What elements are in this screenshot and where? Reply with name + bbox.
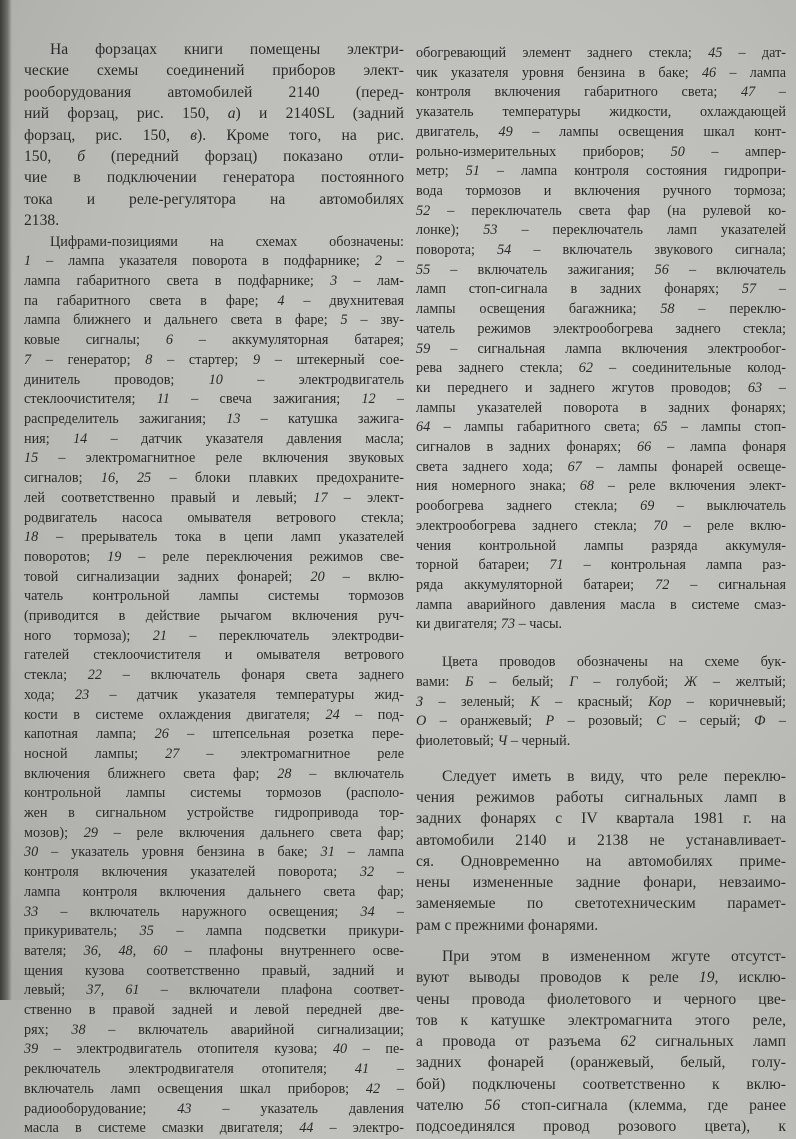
- text-line: бой) подключены соответственно к вклю-: [416, 1075, 786, 1093]
- text-line: лонке); 53 – переключатель ламп указателей: [416, 222, 786, 239]
- note-paragraph-2: [416, 946, 786, 1138]
- text-line: рях; 38 – включатель аварийной сигнализации;: [24, 1021, 404, 1038]
- text-line: включатель ламп освещения шкал приборов; 42 –: [24, 1080, 404, 1097]
- text-line: ческие схемы соединений приборов элект-: [24, 62, 404, 80]
- text-line: реключатель электродвигателя отопителя; 41 –: [24, 1061, 404, 1078]
- text-line: ного тормоза); 21 – переключатель электродви-: [24, 627, 404, 644]
- text-line: ния; 14 – датчик указателя давления масла;: [24, 430, 404, 447]
- text-line: 55 – включатель зажигания; 56 – включатель: [416, 261, 786, 278]
- text-line: 64 – лампы габаритного света; 65 – лампы стоп-: [416, 419, 786, 436]
- text-line: жен в сигнальном устройстве гидропривода тор-: [24, 805, 404, 822]
- text-line: метр; 51 – лампа контроля состояния гидропри-: [416, 163, 786, 180]
- text-line: лампа ближнего и дальнего света в фаре; 5 – зву-: [24, 312, 404, 329]
- text-line: электрообогрева заднего стекла; 70 – реле вклю-: [416, 517, 786, 534]
- text-line: ламп стоп-сигнала в задних фонарях; 57 –: [416, 281, 786, 298]
- text-line: лампа контроля включения дальнего света фар;: [24, 883, 404, 900]
- text-line: задних фонарях с IV квартала 1981 г. на: [416, 810, 786, 828]
- text-line: ния номерного знака; 68 – реле включения элект-: [416, 478, 786, 495]
- text-line: ственно в правой задней и левой передней две-: [24, 1002, 404, 1019]
- text-line: На форзацах книги помещены электри-: [50, 41, 404, 58]
- legend-continued: [416, 44, 786, 635]
- text-line: Цифрами-позициями на схемах обозначены:: [50, 233, 404, 250]
- text-line: чатель режимов электрообогрева заднего стекла;: [416, 320, 786, 337]
- text-line: указатель температуры жидкости, охлаждающей: [416, 104, 786, 121]
- text-line: контроля включения указателей поворота; 32 –: [24, 864, 404, 881]
- text-line: форзац, рис. 150, в). Кроме того, на рис.: [24, 126, 404, 144]
- left-column: [24, 0, 404, 1139]
- text-line: левый; 37, 61 – включатели плафона соответ-: [24, 982, 404, 999]
- text-line: гателей стеклоочистителя и омывателя ветрового: [24, 647, 404, 664]
- text-line: прикуриватель; 35 – лампа подсветки прикури-: [24, 923, 404, 940]
- note-paragraph-1: [416, 766, 786, 936]
- text-line: ряда аккумуляторной батареи; 72 – сигнальная: [416, 576, 786, 593]
- text-line: поворота; 54 – включатель звукового сигнала;: [416, 242, 786, 259]
- text-line: чатель контрольной лампы системы тормозов: [24, 588, 404, 605]
- text-line: ся. Одновременно на автомобилях приме-: [416, 852, 786, 870]
- text-line: рева заднего стекла; 62 – соединительные колод-: [416, 360, 786, 377]
- text-line: фиолетовый; Ч – черный.: [416, 732, 571, 749]
- text-line: света заднего хода; 67 – лампы фонарей освеще-: [416, 458, 786, 475]
- text-line: (приводится в действие рычагом включения руч-: [24, 608, 404, 625]
- text-line: мозов); 29 – реле включения дальнего света фар;: [24, 824, 404, 841]
- text-line: При этом в измененном жгуте отсутст-: [442, 947, 786, 965]
- text-line: ки двигателя; 73 – часы.: [416, 616, 563, 633]
- text-line: ний форзац, рис. 150, а) и 2140SL (задний: [24, 105, 404, 123]
- text-line: тока и реле-регулятора на автомобилях: [24, 190, 404, 208]
- text-line: Цвета проводов обозначены на схеме бук-: [442, 654, 786, 671]
- text-line: рольно-измерительных приборов; 50 – ампер-: [416, 143, 786, 160]
- text-line: ки переднего и заднего жгутов проводов; 63 –: [416, 379, 786, 396]
- text-line: обогревающий элемент заднего стекла; 45 – дат-: [416, 45, 786, 61]
- text-line: чие в подключении генератора постоянного: [24, 169, 404, 187]
- text-line: родвигатель насоса омывателя ветрового стекла;: [24, 509, 404, 526]
- wire-colors-paragraph: [416, 653, 786, 752]
- text-line: вуют выводы проводов к реле 19, исклю-: [416, 969, 786, 987]
- intro-paragraph: [24, 39, 404, 232]
- text-line: стеклоочистителя; 11 – свеча зажигания; 12 –: [24, 391, 404, 408]
- text-line: подсоединялся провод розового цвета), к: [416, 1118, 786, 1136]
- text-line: чены провода фиолетового и черного цве-: [416, 990, 786, 1008]
- text-line: поворотов; 19 – реле переключения режимов све-: [24, 548, 404, 565]
- text-line: носной лампы; 27 – электромагнитное реле: [24, 745, 404, 762]
- text-line: рообогрева заднего стекла; 69 – выключатель: [416, 498, 786, 515]
- text-line: вами: Б – белый; Г – голубой; Ж – желтый;: [416, 673, 786, 690]
- text-line: вода тормозов и включения ручного тормоза;: [416, 182, 786, 199]
- text-line: рооборудования автомобилей 2140 (перед-: [24, 83, 404, 101]
- text-line: З – зеленый; К – красный; Кор – коричневый;: [416, 693, 786, 710]
- text-line: сигналов в задних фонарях; 66 – лампа фонаря: [416, 439, 786, 456]
- text-line: сигналов; 16, 25 – блоки плавких предохраните-: [24, 470, 404, 487]
- text-line: включения ближнего света фар; 28 – включатель: [24, 765, 404, 782]
- text-line: 39 – электродвигатель отопителя кузова; 40 – пе-: [24, 1041, 404, 1058]
- page-binding-shadow: [0, 0, 12, 1000]
- text-line: капотная лампа; 26 – штепсельная розетка пере-: [24, 726, 404, 743]
- text-line: стекла; 22 – включатель фонаря света заднего: [24, 667, 404, 684]
- text-line: задних фонарей (оранжевый, белый, голу-: [416, 1054, 786, 1072]
- text-line: товой сигнализации задних фонарей; 20 – вклю-: [24, 568, 404, 585]
- legend-paragraph: [24, 233, 404, 1139]
- text-line: лампа аварийного давления масла в системе смаз-: [416, 596, 786, 613]
- text-line: лампы освещения багажника; 58 – переклю-: [416, 301, 786, 318]
- text-line: заменяемые по светотехническим парамет-: [416, 895, 786, 913]
- text-line: масла в системе смазки двигателя; 44 – электро-: [24, 1120, 404, 1137]
- text-line: чателю 56 стоп-сигнала (клемма, где ранее: [416, 1097, 786, 1115]
- text-line: тов к катушке электромагнита этого реле,: [416, 1011, 786, 1029]
- text-line: контрольной лампы системы тормозов (располо-: [24, 785, 404, 802]
- text-line: распределитель зажигания; 13 – катушка зажига-: [24, 410, 404, 427]
- text-line: чения режимов работы сигнальных ламп в: [416, 788, 786, 806]
- text-line: 150, б (передний форзац) показано отли-: [24, 148, 404, 166]
- text-line: а провода от разъема 62 сигнальных ламп: [416, 1033, 786, 1051]
- text-line: динитель проводов; 10 – электродвигатель: [24, 371, 404, 388]
- text-line: Следует иметь в виду, что реле переклю-: [442, 767, 786, 785]
- text-line: нены измененные задние фонари, невзаимо-: [416, 874, 786, 892]
- text-line: чик указателя уровня бензина в баке; 46 – лампа: [416, 64, 786, 81]
- text-line: лей соответственно правый и левый; 17 – элект-: [24, 489, 404, 506]
- text-line: торной батареи; 71 – контрольная лампа раз-: [416, 557, 786, 574]
- text-line: хода; 23 – датчик указателя температуры жид-: [24, 686, 404, 703]
- text-line: 59 – сигнальная лампа включения электрообог-: [416, 340, 786, 357]
- text-line: кости в системе охлаждения двигателя; 24 – под-: [24, 706, 404, 723]
- text-line: автомобили 2140 и 2138 не устанавливает-: [416, 831, 786, 849]
- text-line: контроля включения габаритного света; 47 –: [416, 84, 786, 101]
- text-line: ковые сигналы; 6 – аккумуляторная батарея;: [24, 332, 404, 349]
- text-line: радиооборудование; 43 – указатель давления: [24, 1100, 404, 1117]
- text-line: щения кузова соответственно правый, задний и: [24, 962, 404, 979]
- text-line: О – оранжевый; Р – розовый; С – серый; Ф –: [416, 713, 786, 730]
- text-line: 52 – переключатель света фар (на рулевой ко-: [416, 202, 786, 219]
- text-line: па габаритного света в фаре; 4 – двухнитевая: [24, 292, 404, 309]
- text-line: чения контрольной лампы разряда аккумуля-: [416, 537, 786, 554]
- text-line: двигатель, 49 – лампы освещения шкал конт-: [416, 123, 786, 140]
- text-line: 1 – лампа указателя поворота в подфарнике; 2 –: [24, 253, 404, 270]
- text-line: рам с прежними фонарями.: [416, 916, 599, 934]
- text-line: 7 – генератор; 8 – стартер; 9 – штекерный сое-: [24, 351, 404, 368]
- text-line: 30 – указатель уровня бензина в баке; 31 – лампа: [24, 844, 404, 861]
- text-line: 33 – включатель наружного освещения; 34 –: [24, 903, 404, 920]
- text-line: лампы указателей поворота в задних фонарях;: [416, 399, 786, 416]
- text-line: 18 – прерыватель тока в цепи ламп указателей: [24, 529, 404, 546]
- text-line: 2138.: [24, 212, 60, 230]
- text-line: 15 – электромагнитное реле включения звуковых: [24, 450, 404, 467]
- right-column: [416, 0, 786, 1138]
- text-line: лампа габаритного света в подфарнике; 3 – лам-: [24, 273, 404, 290]
- text-line: вателя; 36, 48, 60 – плафоны внутреннего осве-: [24, 942, 404, 959]
